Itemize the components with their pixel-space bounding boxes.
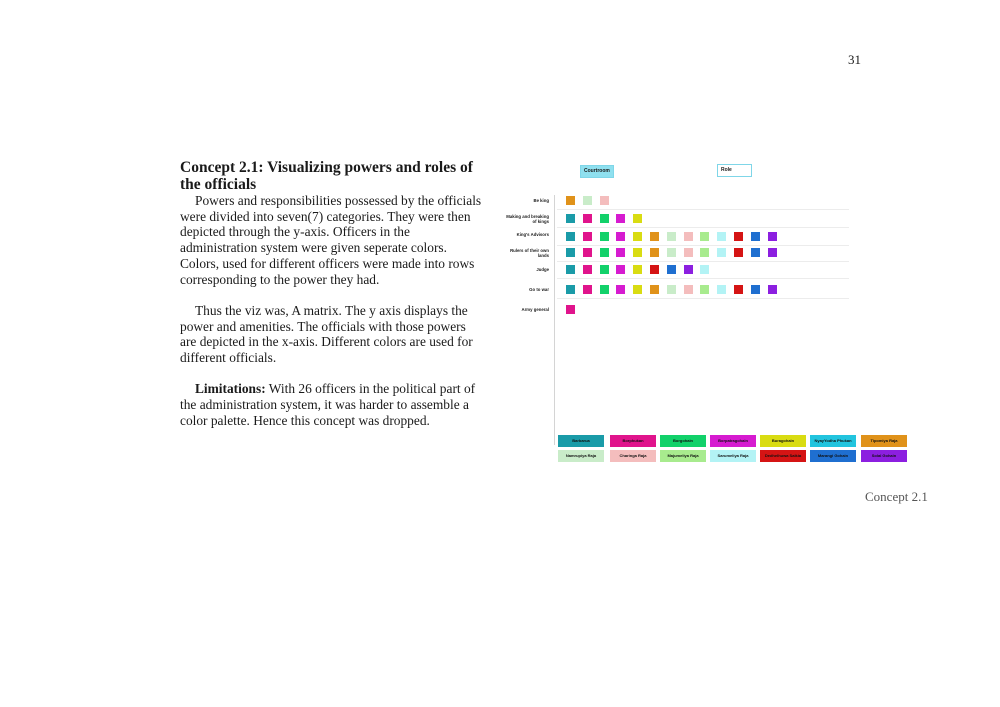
matrix-cell[interactable] xyxy=(650,285,659,294)
matrix-cell[interactable] xyxy=(667,265,676,274)
legend-item[interactable]: NyayYodha Phukan xyxy=(810,435,856,447)
matrix-cell[interactable] xyxy=(650,265,659,274)
legend-item[interactable]: Borgohain xyxy=(660,435,706,447)
row-divider xyxy=(557,245,849,246)
matrix-cell[interactable] xyxy=(583,214,592,223)
row-divider xyxy=(557,227,849,228)
row-label: Army general xyxy=(521,307,549,312)
row-label: Go to war xyxy=(529,287,549,292)
matrix-cell[interactable] xyxy=(600,196,609,205)
matrix-cell[interactable] xyxy=(700,232,709,241)
matrix-cell[interactable] xyxy=(616,285,625,294)
row-divider xyxy=(557,278,849,279)
matrix-cell[interactable] xyxy=(566,214,575,223)
legend-item[interactable]: Buragohain xyxy=(760,435,806,447)
row-divider xyxy=(557,298,849,299)
text-column xyxy=(180,159,485,429)
matrix-cell[interactable] xyxy=(684,285,693,294)
matrix-cell[interactable] xyxy=(566,285,575,294)
matrix-cell[interactable] xyxy=(734,285,743,294)
row-label: Judge xyxy=(536,267,549,272)
matrix-cell[interactable] xyxy=(566,196,575,205)
matrix-cell[interactable] xyxy=(633,214,642,223)
row-divider xyxy=(557,209,849,210)
y-axis-line xyxy=(554,195,555,445)
matrix-cell[interactable] xyxy=(667,232,676,241)
matrix-cell[interactable] xyxy=(751,285,760,294)
legend-item[interactable]: Sarumeliya Raja xyxy=(710,450,756,462)
matrix-cell[interactable] xyxy=(566,305,575,314)
matrix-cell[interactable] xyxy=(566,265,575,274)
courtroom-filter-button[interactable]: Courtroom xyxy=(580,165,614,178)
matrix-cell[interactable] xyxy=(734,232,743,241)
matrix-cell[interactable] xyxy=(650,248,659,257)
row-label: Be king xyxy=(533,198,549,203)
matrix-cell[interactable] xyxy=(583,285,592,294)
matrix-cell[interactable] xyxy=(751,232,760,241)
row-label: Making and breaking of kings xyxy=(506,213,549,224)
matrix-cell[interactable] xyxy=(717,285,726,294)
matrix-cell[interactable] xyxy=(600,285,609,294)
matrix-cell[interactable] xyxy=(600,214,609,223)
matrix-cell[interactable] xyxy=(616,248,625,257)
legend-item[interactable]: Dedhelhuwa Saikia xyxy=(760,450,806,462)
role-filter-button[interactable]: Role xyxy=(717,164,752,177)
matrix-cell[interactable] xyxy=(616,265,625,274)
matrix-cell[interactable] xyxy=(768,232,777,241)
paragraph-limitations xyxy=(180,381,485,428)
row-divider xyxy=(557,261,849,262)
legend-item[interactable]: Borphukan xyxy=(610,435,656,447)
paragraph-matrix: Thus the viz was, A matrix. The y axis displays the power and amenities. The officials with those powers are depicted in the x-axis. Different colors are used for different officials. xyxy=(180,302,473,366)
matrix-cell[interactable] xyxy=(700,265,709,274)
matrix-cell[interactable] xyxy=(583,248,592,257)
matrix-cell[interactable] xyxy=(700,248,709,257)
matrix-cell[interactable] xyxy=(600,248,609,257)
matrix-cell[interactable] xyxy=(768,285,777,294)
matrix-cell[interactable] xyxy=(583,196,592,205)
matrix-cell[interactable] xyxy=(751,248,760,257)
matrix-cell[interactable] xyxy=(684,265,693,274)
matrix-cell[interactable] xyxy=(667,285,676,294)
matrix-cell[interactable] xyxy=(717,232,726,241)
matrix-cell[interactable] xyxy=(684,232,693,241)
legend-item[interactable]: Charinga Raja xyxy=(610,450,656,462)
matrix-cell[interactable] xyxy=(633,265,642,274)
matrix-cell[interactable] xyxy=(616,214,625,223)
matrix-cell[interactable] xyxy=(667,248,676,257)
matrix-cell[interactable] xyxy=(583,265,592,274)
matrix-cell[interactable] xyxy=(650,232,659,241)
matrix-cell[interactable] xyxy=(583,232,592,241)
matrix-cell[interactable] xyxy=(717,248,726,257)
legend-item[interactable]: Solal Gohain xyxy=(861,450,907,462)
matrix-cell[interactable] xyxy=(566,232,575,241)
row-label: Rulers of their own lands xyxy=(510,247,549,258)
matrix-cell[interactable] xyxy=(633,285,642,294)
figure-caption: Concept 2.1 xyxy=(865,489,928,504)
matrix-cell[interactable] xyxy=(700,285,709,294)
matrix-cell[interactable] xyxy=(633,248,642,257)
matrix-cell[interactable] xyxy=(633,232,642,241)
matrix-cell[interactable] xyxy=(734,248,743,257)
concept-figure xyxy=(505,160,915,470)
legend-item[interactable]: Marangi Gohain xyxy=(810,450,856,462)
matrix-cell[interactable] xyxy=(768,248,777,257)
page-number: 31 xyxy=(848,52,861,67)
legend-item[interactable]: Majumeliya Raja xyxy=(660,450,706,462)
limitations-label: Limitations: xyxy=(195,381,266,397)
section-heading: Concept 2.1: Visualizing powers and roles of the officials xyxy=(180,159,473,193)
legend-item[interactable]: Barbarua xyxy=(558,435,604,447)
legend-item[interactable]: Namrupiya Raja xyxy=(558,450,604,462)
legend-item[interactable]: Tipomiya Raja xyxy=(861,435,907,447)
matrix-cell[interactable] xyxy=(684,248,693,257)
limitations-text: With 26 officers in the political part of the administration system, it was harder to assemble a color palette. Hence this concept was dropped. xyxy=(180,381,476,428)
matrix-cell[interactable] xyxy=(566,248,575,257)
matrix-cell[interactable] xyxy=(600,265,609,274)
matrix-cell[interactable] xyxy=(600,232,609,241)
matrix-cell[interactable] xyxy=(616,232,625,241)
row-label: King's Advisors xyxy=(516,231,549,237)
paragraph-powers: Powers and responsibilities possessed by the officials were divided into seven(7) categories. They were then depicted through the y-axis. Officers in the administration system were given seperate colors. Colors, used for different officers were made into rows corresponding to the power they had. xyxy=(180,193,482,287)
legend-item[interactable]: Borpatragohain xyxy=(710,435,756,447)
